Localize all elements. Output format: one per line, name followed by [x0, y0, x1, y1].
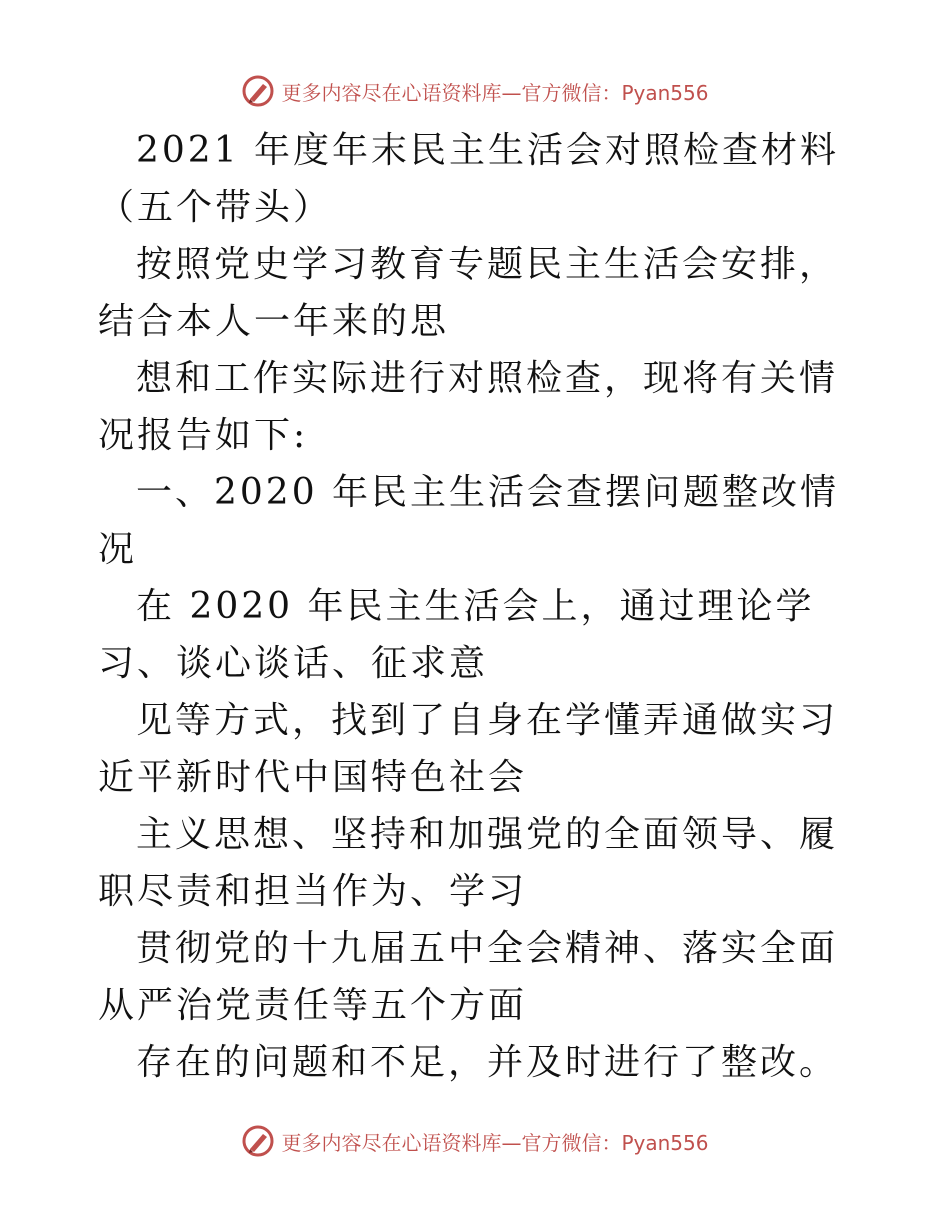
pen-logo-icon — [241, 1124, 275, 1158]
section-heading-1: 一、2020 年民主生活会查摆问题整改情况 — [98, 472, 840, 570]
pen-logo-icon — [241, 74, 275, 108]
paragraph-2: 想和工作实际进行对照检查，现将有关情况报告如下: — [98, 358, 839, 456]
paragraph-7: 存在的问题和不足，并及时进行了整改。 — [136, 1042, 839, 1083]
footer-watermark — [0, 1124, 950, 1158]
header-watermark — [0, 74, 950, 108]
watermark-text: 更多内容尽在心语资料库—官方微信：Pyan556 — [281, 80, 709, 105]
paragraph-6: 贯彻党的十九届五中全会精神、落实全面从严治党责任等五个方面 — [98, 928, 839, 1026]
paragraph-5: 主义思想、坚持和加强党的全面领导、履职尽责和担当作为、学习 — [98, 814, 839, 912]
paragraph-1: 按照党史学习教育专题民主生活会安排，结合本人一年来的思 — [98, 244, 839, 342]
document-title: 2021 年度年末民主生活会对照检查材料（五个带头） — [98, 130, 840, 228]
document-body — [98, 122, 858, 1091]
paragraph-3: 在 2020 年民主生活会上，通过理论学习、谈心谈话、征求意 — [98, 586, 815, 684]
paragraph-4: 见等方式，找到了自身在学懂弄通做实习近平新时代中国特色社会 — [98, 700, 839, 798]
watermark-text: 更多内容尽在心语资料库—官方微信：Pyan556 — [281, 1130, 709, 1155]
